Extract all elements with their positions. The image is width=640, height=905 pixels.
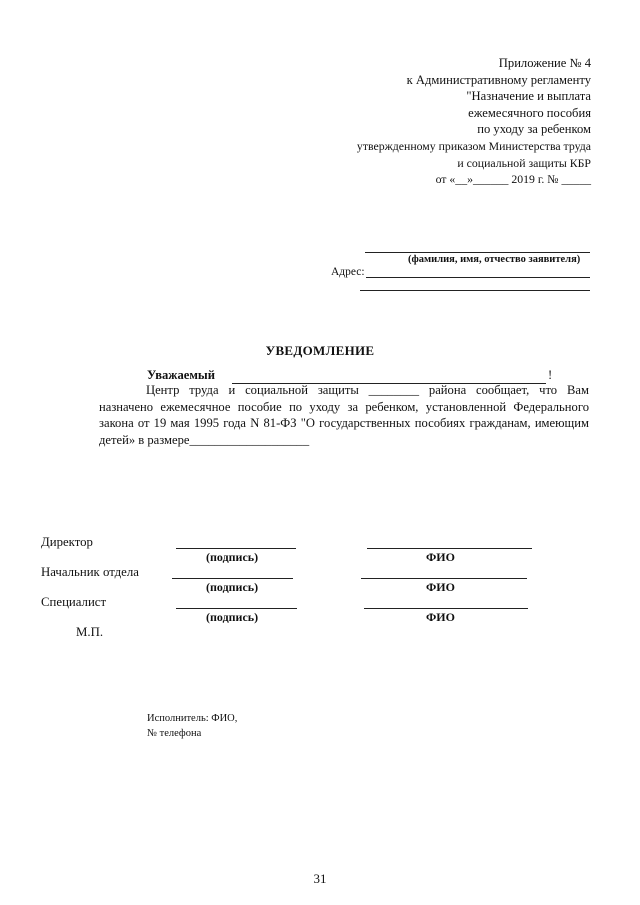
executor-phone: № телефона xyxy=(147,728,202,739)
appendix-line: "Назначение и выплата xyxy=(466,89,591,104)
specialist-name-line xyxy=(364,608,528,609)
specialist-sign-line xyxy=(176,608,297,609)
appendix-line: от «__»______ 2019 г. № _____ xyxy=(435,172,591,187)
appendix-line: к Административному регламенту xyxy=(406,72,591,87)
address-line-2 xyxy=(360,290,590,291)
specialist-sign-caption: (подпись) xyxy=(206,610,259,624)
stamp-label: М.П. xyxy=(76,625,104,639)
executor-block xyxy=(147,711,237,741)
head-name-line xyxy=(361,578,527,579)
signature-role-specialist: Специалист xyxy=(41,595,107,609)
signature-role-head: Начальник отдела xyxy=(41,565,139,579)
page-number: 31 xyxy=(313,871,327,886)
specialist-name-caption: ФИО xyxy=(426,610,455,624)
signature-role-director: Директор xyxy=(41,535,93,549)
director-sign-caption: (подпись) xyxy=(206,550,259,564)
head-name-caption: ФИО xyxy=(426,580,455,594)
appendix-header xyxy=(357,55,591,188)
greeting-end: ! xyxy=(548,368,553,382)
address-line-1 xyxy=(366,277,590,278)
appendix-line: и социальной защиты КБР xyxy=(457,155,591,170)
applicant-name-caption: (фамилия, имя, отчество заявителя) xyxy=(408,254,581,265)
head-sign-caption: (подпись) xyxy=(206,580,259,594)
paragraph-line-3: закона от 19 мая 1995 года N 81-ФЗ "О государственных пособиях гражданам, имеющим xyxy=(99,416,589,430)
address-label: Адрес: xyxy=(331,266,365,278)
appendix-line: утвержденному приказом Министерства труда xyxy=(356,138,591,153)
paragraph-line-4: детей» в размере___________________ xyxy=(99,432,310,447)
appendix-line: ежемесячного пособия xyxy=(468,105,591,120)
director-sign-line xyxy=(176,548,296,549)
appendix-line: Приложение № 4 xyxy=(498,56,591,70)
head-sign-line xyxy=(172,578,293,579)
paragraph-line-1: Центр труда и социальной защиты ________ района сообщает, что Вам xyxy=(146,383,589,397)
appendix-line: по уходу за ребенком xyxy=(477,122,591,137)
paragraph-line-2: назначено ежемесячное пособие по уходу за ребенком, установленной Федерального xyxy=(99,399,589,414)
greeting-label: Уважаемый xyxy=(147,368,215,382)
executor-name: Исполнитель: ФИО, xyxy=(147,713,238,724)
director-name-caption: ФИО xyxy=(426,550,455,564)
notice-paragraph xyxy=(99,382,589,448)
director-name-line xyxy=(367,548,532,549)
applicant-name-line xyxy=(365,252,590,253)
notice-title: УВЕДОМЛЕНИЕ xyxy=(265,343,375,358)
